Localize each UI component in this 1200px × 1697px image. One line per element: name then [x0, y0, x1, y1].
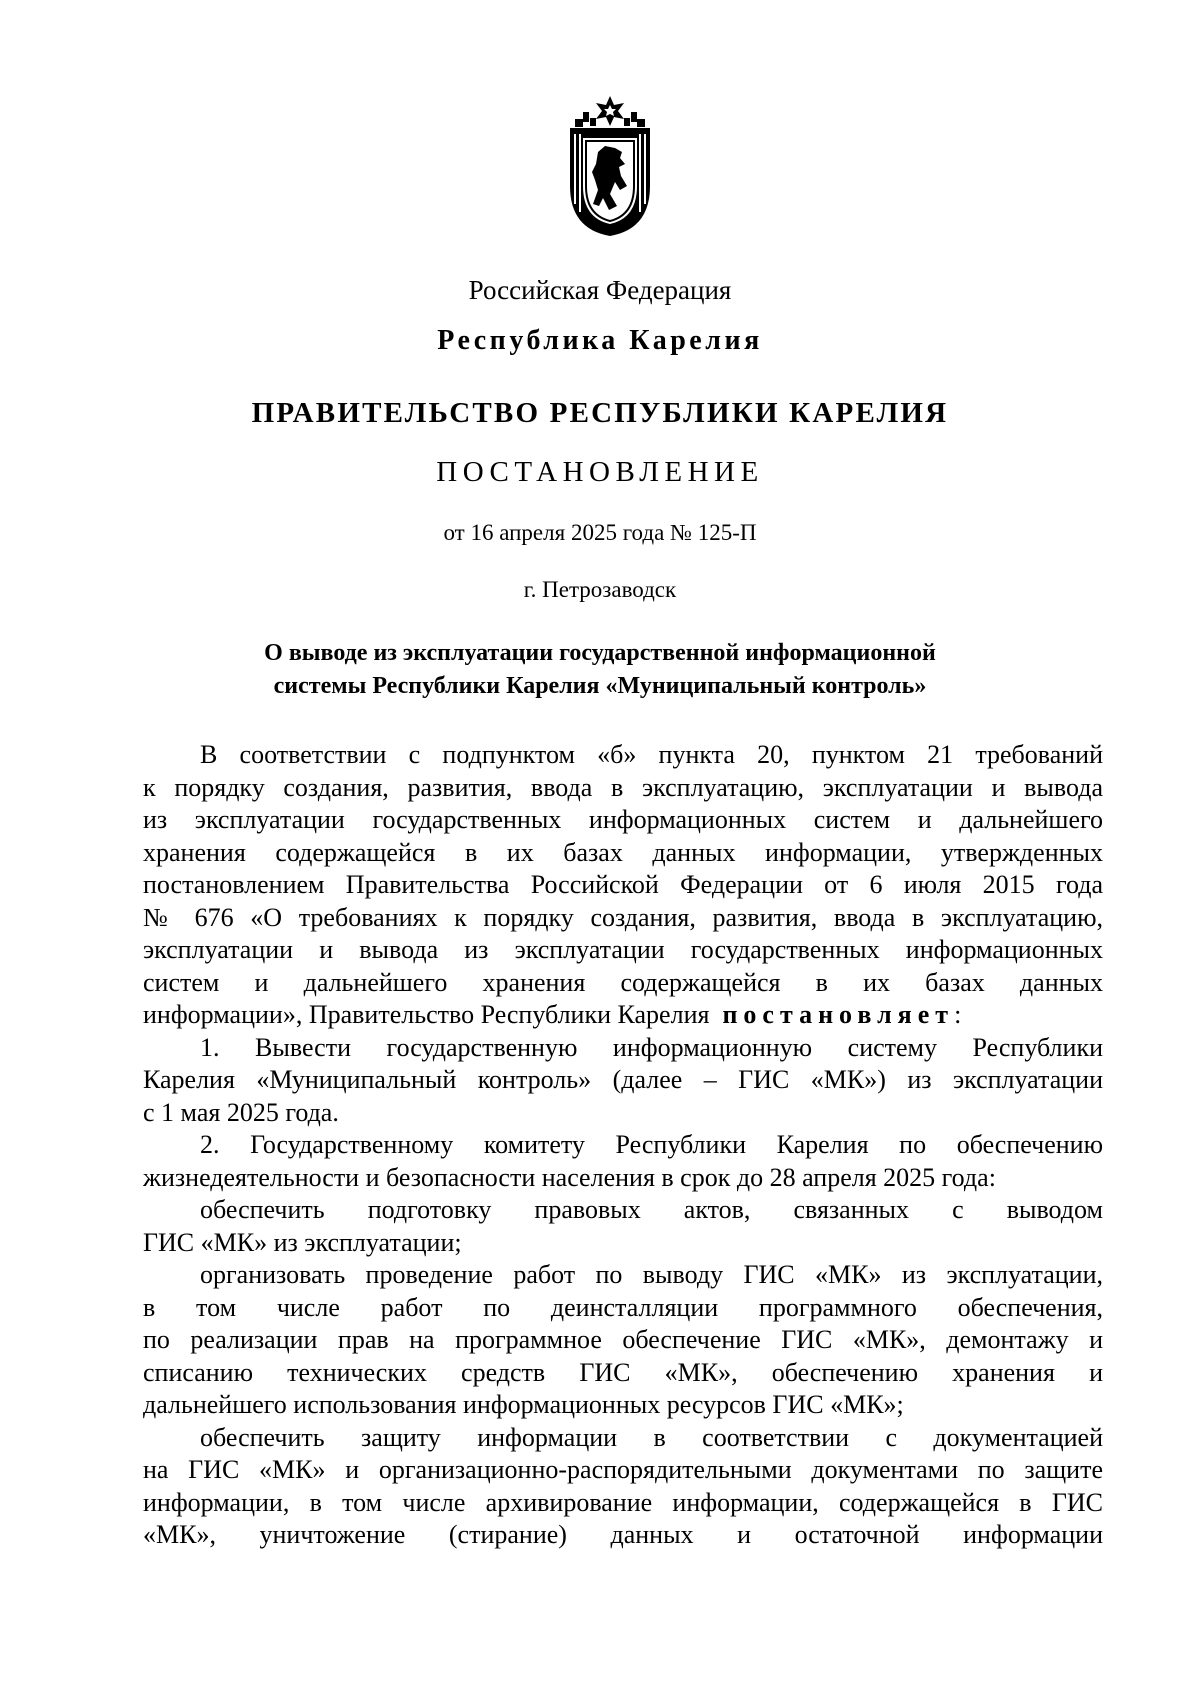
body-line: В соответствии с подпунктом «б» пункта 20, пунктом 21 требований [200, 740, 1103, 769]
document-title-line-1: О выводе из эксплуатации государственной информационной [264, 640, 936, 666]
body-line: 1. Вывести государственную информационную систему Республики [200, 1032, 1103, 1062]
body-line: организовать проведение работ по выводу ГИС «МК» из эксплуатации, [200, 1260, 1103, 1289]
body-line: с 1 мая 2025 года. [143, 1097, 339, 1127]
document-title-line-2: системы Республики Карелия «Муниципальный контроль» [273, 673, 927, 699]
body-line: постановлением Правительства Российской Федерации от 6 июля 2015 года [143, 870, 1103, 899]
document-type: ПОСТАНОВЛЕНИЕ [436, 456, 764, 488]
body-line: № 676 «О требованиях к порядку создания, развития, ввода в эксплуатацию, [143, 902, 1103, 932]
body-line: дальнейшего использования информационных ресурсов ГИС «МК»; [143, 1390, 904, 1419]
body-line: обеспечить защиту информации в соответствии с документацией [200, 1422, 1103, 1452]
resolves-word: постановляет [722, 1000, 955, 1029]
body-line: эксплуатации и вывода из эксплуатации государственных информационных [143, 935, 1103, 964]
coat-of-arms-emblem [565, 94, 655, 240]
body-line: «МК», уничтожение (стирание) данных и остаточной информации [143, 1520, 1103, 1549]
body-line: Карелия «Муниципальный контроль» (далее – ГИС «МК») из эксплуатации [143, 1065, 1103, 1094]
body-line: в том числе работ по деинсталляции программного обеспечения, [143, 1292, 1103, 1322]
government-name: ПРАВИТЕЛЬСТВО РЕСПУБЛИКИ КАРЕЛИЯ [251, 397, 949, 429]
republic-name: Республика Карелия [437, 325, 763, 356]
body-line: ГИС «МК» из эксплуатации; [143, 1227, 462, 1257]
body-line: к порядку создания, развития, ввода в эксплуатацию, эксплуатации и вывода [143, 772, 1103, 802]
body-line: 2. Государственному комитету Республики Карелия по обеспечению [200, 1130, 1103, 1159]
body-line: обеспечить подготовку правовых актов, связанных с выводом [200, 1195, 1103, 1224]
body-line [143, 999, 1103, 1032]
body-line: информации, в том числе архивирование информации, содержащейся в ГИС [143, 1487, 1103, 1517]
document-body [143, 739, 1103, 1552]
colon: : [954, 1000, 962, 1029]
document-city: г. Петрозаводск [523, 577, 677, 602]
country-name: Российская Федерация [468, 275, 732, 305]
body-line: из эксплуатации государственных информационных систем и дальнейшего [143, 805, 1103, 834]
body-line: по реализации прав на программное обеспечение ГИС «МК», демонтажу и [143, 1325, 1103, 1354]
body-line: на ГИС «МК» и организационно-распорядительными документами по защите [143, 1455, 1103, 1484]
body-line-text: информации», Правительство Республики Карелия [143, 1000, 710, 1029]
document-date-number: от 16 апреля 2025 года № 125-П [443, 520, 757, 545]
body-line: жизнедеятельности и безопасности населения в срок до 28 апреля 2025 года: [143, 1162, 996, 1192]
body-line: списанию технических средств ГИС «МК», обеспечению хранения и [143, 1357, 1103, 1387]
body-line: хранения содержащейся в их базах данных информации, утвержденных [143, 837, 1103, 867]
body-line: систем и дальнейшего хранения содержащейся в их базах данных [143, 967, 1103, 997]
